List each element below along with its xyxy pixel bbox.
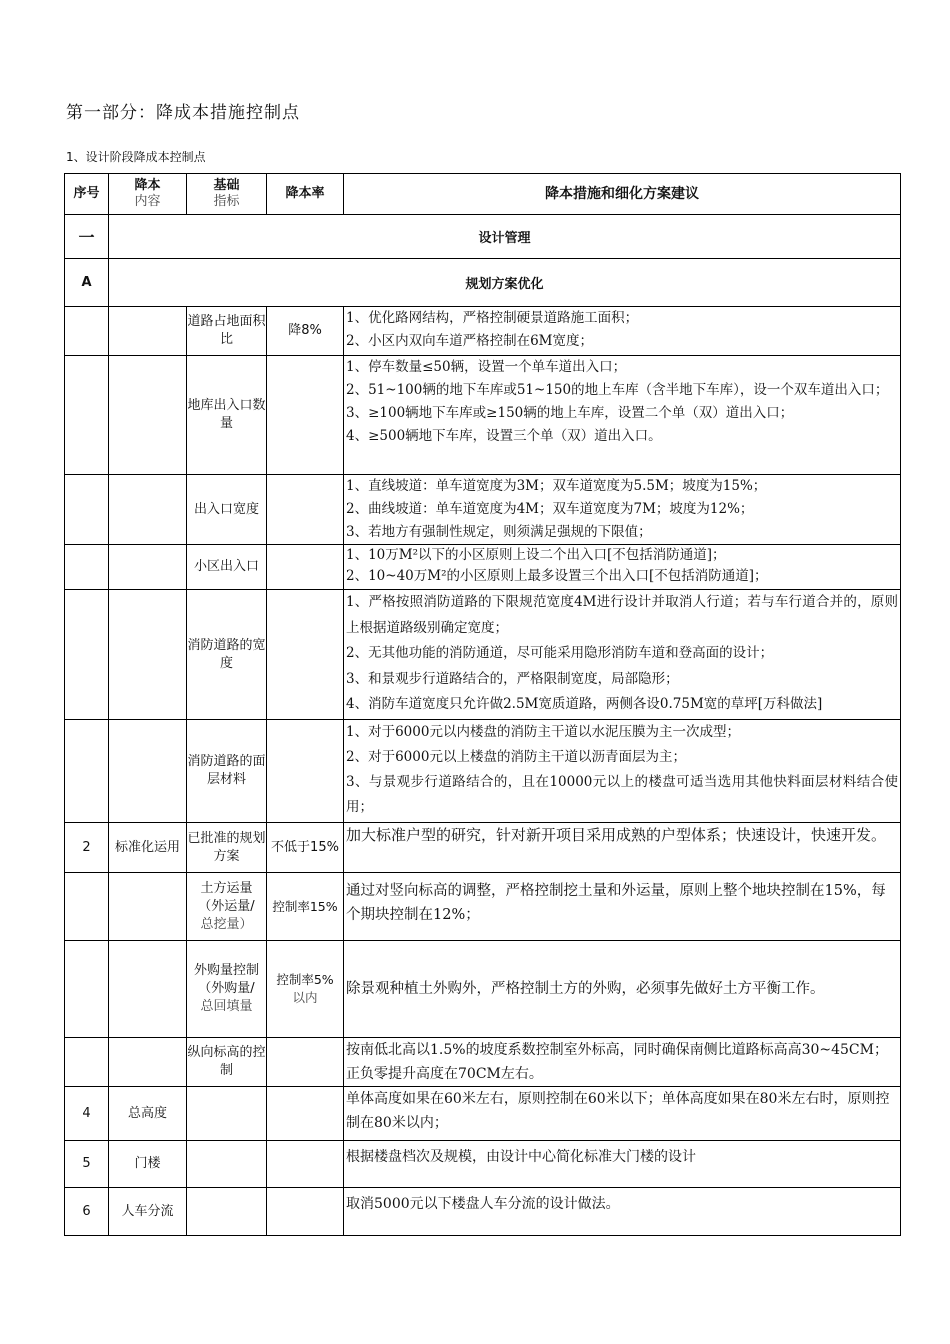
indicator-line: （外运量/	[198, 898, 255, 914]
section-row	[65, 215, 901, 259]
measure-line: 2、无其他功能的消防通道，尽可能采用隐形消防车道和登高面的设计；	[346, 645, 774, 661]
row-content	[109, 590, 187, 720]
measure-line: 通过对竖向标高的调整，严格控制挖土量和外运量，原则上整个地块控制在15%，每个期块控制在12%；	[346, 883, 886, 923]
indicator-line: 土方运量	[200, 880, 253, 896]
measure-line: 1、10万M²以下的小区原则上设二个出入口[不包括消防通道]；	[346, 547, 726, 563]
header-measures: 降本措施和细化方案建议	[344, 174, 901, 215]
measure-line: 1、停车数量≤50辆，设置一个单车道出入口；	[346, 359, 627, 375]
measure-line: 2、51~100辆的地下车库或51~150的地上车库（含半地下车库），设一个双车道出入口；	[346, 382, 889, 398]
row-measures	[344, 720, 901, 823]
table-row	[65, 873, 901, 941]
table-row	[65, 356, 901, 475]
row-indicator	[187, 1188, 267, 1236]
table-row	[65, 720, 901, 823]
table-row	[65, 1188, 901, 1236]
row-rate	[267, 941, 344, 1038]
table-row	[65, 545, 901, 590]
row-content	[109, 720, 187, 823]
row-rate	[267, 475, 344, 545]
table-row	[65, 941, 901, 1038]
section-subtitle: 1、设计阶段降成本控制点	[66, 150, 206, 164]
row-indicator	[187, 873, 267, 941]
table-row	[65, 1141, 901, 1188]
cost-control-table	[64, 173, 901, 1236]
row-indicator: 出入口宽度	[187, 475, 267, 545]
row-content	[109, 1038, 187, 1087]
measure-line: 3、若地方有强制性规定，则须满足强规的下限值；	[346, 524, 652, 540]
measure-line: 2、对于6000元以上楼盘的消防主干道以沥青面层为主；	[346, 749, 686, 765]
row-content	[109, 356, 187, 475]
table-row	[65, 590, 901, 720]
measure-line: 根据楼盘档次及规模，由设计中心简化标准大门楼的设计	[346, 1149, 696, 1165]
row-content: 门楼	[109, 1141, 187, 1188]
table-row	[65, 823, 901, 873]
row-rate: 控制率15%	[267, 873, 344, 941]
table-header-row	[65, 174, 901, 215]
row-seq	[65, 307, 109, 356]
row-content: 总高度	[109, 1087, 187, 1141]
header-content-line1: 降本	[134, 178, 161, 193]
row-content: 人车分流	[109, 1188, 187, 1236]
row-rate	[267, 1038, 344, 1087]
row-content	[109, 307, 187, 356]
measure-line: 除景观种植土外购外，严格控制土方的外购，必须事先做好土方平衡工作。	[346, 981, 825, 997]
row-measures	[344, 1141, 901, 1188]
row-seq	[65, 941, 109, 1038]
header-content-line2: 内容	[134, 194, 161, 209]
row-seq	[65, 720, 109, 823]
header-basis-line2: 指标	[213, 194, 240, 209]
row-measures	[344, 1038, 901, 1087]
row-rate	[267, 545, 344, 590]
section-seq: 一	[65, 215, 109, 259]
measure-line: 3、与景观步行道路结合的，且在10000元以上的楼盘可适当选用其他快料面层材料结合使用；	[346, 774, 898, 815]
indicator-line: （外购量/	[198, 981, 255, 996]
row-measures	[344, 873, 901, 941]
indicator-line: 总挖量）	[200, 916, 253, 932]
row-seq	[65, 590, 109, 720]
table-row	[65, 475, 901, 545]
row-seq: 4	[65, 1087, 109, 1141]
measure-line: 4、消防车道宽度只允许做2.5M宽质道路，两侧各设0.75M宽的草坪[万科做法]	[346, 696, 823, 712]
row-measures	[344, 1188, 901, 1236]
header-content	[109, 174, 187, 215]
row-indicator: 消防道路的面层材料	[187, 720, 267, 823]
page-title: 第一部分：降成本措施控制点	[66, 103, 300, 123]
row-seq	[65, 873, 109, 941]
row-seq: 6	[65, 1188, 109, 1236]
row-measures	[344, 307, 901, 356]
measure-line: 1、优化路网结构，严格控制硬景道路施工面积；	[346, 310, 639, 326]
row-rate	[267, 1087, 344, 1141]
subsection-row	[65, 259, 901, 307]
row-indicator: 小区出入口	[187, 545, 267, 590]
measure-line: 2、10~40万M²的小区原则上最多设置三个出入口[不包括消防通道]；	[346, 568, 768, 584]
row-measures	[344, 356, 901, 475]
row-measures	[344, 590, 901, 720]
row-rate	[267, 356, 344, 475]
subsection-label: 规划方案优化	[109, 259, 901, 307]
subsection-seq: A	[65, 259, 109, 307]
row-seq: 2	[65, 823, 109, 873]
indicator-line: 总回填量	[200, 999, 253, 1014]
measure-line: 2、小区内双向车道严格控制在6M宽度；	[346, 333, 594, 349]
row-seq	[65, 475, 109, 545]
row-seq	[65, 545, 109, 590]
section-label: 设计管理	[109, 215, 901, 259]
row-indicator: 道路占地面积比	[187, 307, 267, 356]
row-seq	[65, 356, 109, 475]
measure-line: 1、直线坡道：单车道宽度为3M；双车道宽度为5.5M；坡度为15%；	[346, 478, 767, 494]
row-content	[109, 873, 187, 941]
row-indicator	[187, 1141, 267, 1188]
indicator-line: 外购量控制	[193, 963, 259, 978]
table-row	[65, 1038, 901, 1087]
measure-line: 2、曲线坡道：单车道宽度为4M；双车道宽度为7M；坡度为12%；	[346, 501, 754, 517]
header-rate: 降本率	[267, 174, 344, 215]
measure-line: 按南低北高以1.5%的坡度系数控制室外标高，同时确保南侧比道路标高高30~45CM；正负零提升高度在70CM左右。	[346, 1042, 888, 1082]
measure-line: 单体高度如果在60米左右，原则控制在60米以下；单体高度如果在80米左右时，原则控制在80米以内；	[346, 1091, 890, 1131]
row-measures	[344, 941, 901, 1038]
measure-line: 1、对于6000元以内楼盘的消防主干道以水泥压膜为主一次成型；	[346, 724, 740, 740]
row-measures	[344, 823, 901, 873]
table-row	[65, 307, 901, 356]
measure-line: 3、≥100辆地下车库或≥150辆的地上车库，设置二个单（双）道出入口；	[346, 405, 794, 421]
row-measures	[344, 1087, 901, 1141]
header-basis	[187, 174, 267, 215]
measure-line: 1、严格按照消防道路的下限规范宽度4M进行设计并取消人行道；若与车行道合并的，原则上根据道路级别确定宽度；	[346, 594, 898, 636]
measure-line: 4、≥500辆地下车库，设置三个单（双）道出入口。	[346, 428, 662, 444]
row-content: 标准化运用	[109, 823, 187, 873]
row-measures	[344, 475, 901, 545]
row-rate	[267, 1141, 344, 1188]
row-indicator: 纵向标高的控制	[187, 1038, 267, 1087]
row-content	[109, 475, 187, 545]
row-content	[109, 545, 187, 590]
header-basis-line1: 基础	[213, 178, 240, 193]
row-measures	[344, 545, 901, 590]
row-indicator	[187, 1087, 267, 1141]
row-indicator: 消防道路的宽度	[187, 590, 267, 720]
row-rate	[267, 720, 344, 823]
row-indicator: 地库出入口数量	[187, 356, 267, 475]
row-rate: 降8%	[267, 307, 344, 356]
rate-line: 控制率5%	[276, 972, 334, 987]
table-row	[65, 1087, 901, 1141]
header-seq: 序号	[65, 174, 109, 215]
measure-line: 3、和景观步行道路结合的，严格限制宽度，局部隐形；	[346, 670, 679, 687]
row-seq	[65, 1038, 109, 1087]
row-seq: 5	[65, 1141, 109, 1188]
measure-line: 加大标准户型的研究，针对新开项目采用成熟的户型体系；快速设计，快速开发。	[346, 826, 887, 844]
rate-line: 以内	[292, 990, 318, 1005]
row-rate	[267, 1188, 344, 1236]
row-indicator	[187, 941, 267, 1038]
row-indicator: 已批准的规划方案	[187, 823, 267, 873]
row-rate	[267, 590, 344, 720]
measure-line: 取消5000元以下楼盘人车分流的设计做法。	[346, 1196, 620, 1212]
row-content	[109, 941, 187, 1038]
row-rate: 不低于15%	[267, 823, 344, 873]
